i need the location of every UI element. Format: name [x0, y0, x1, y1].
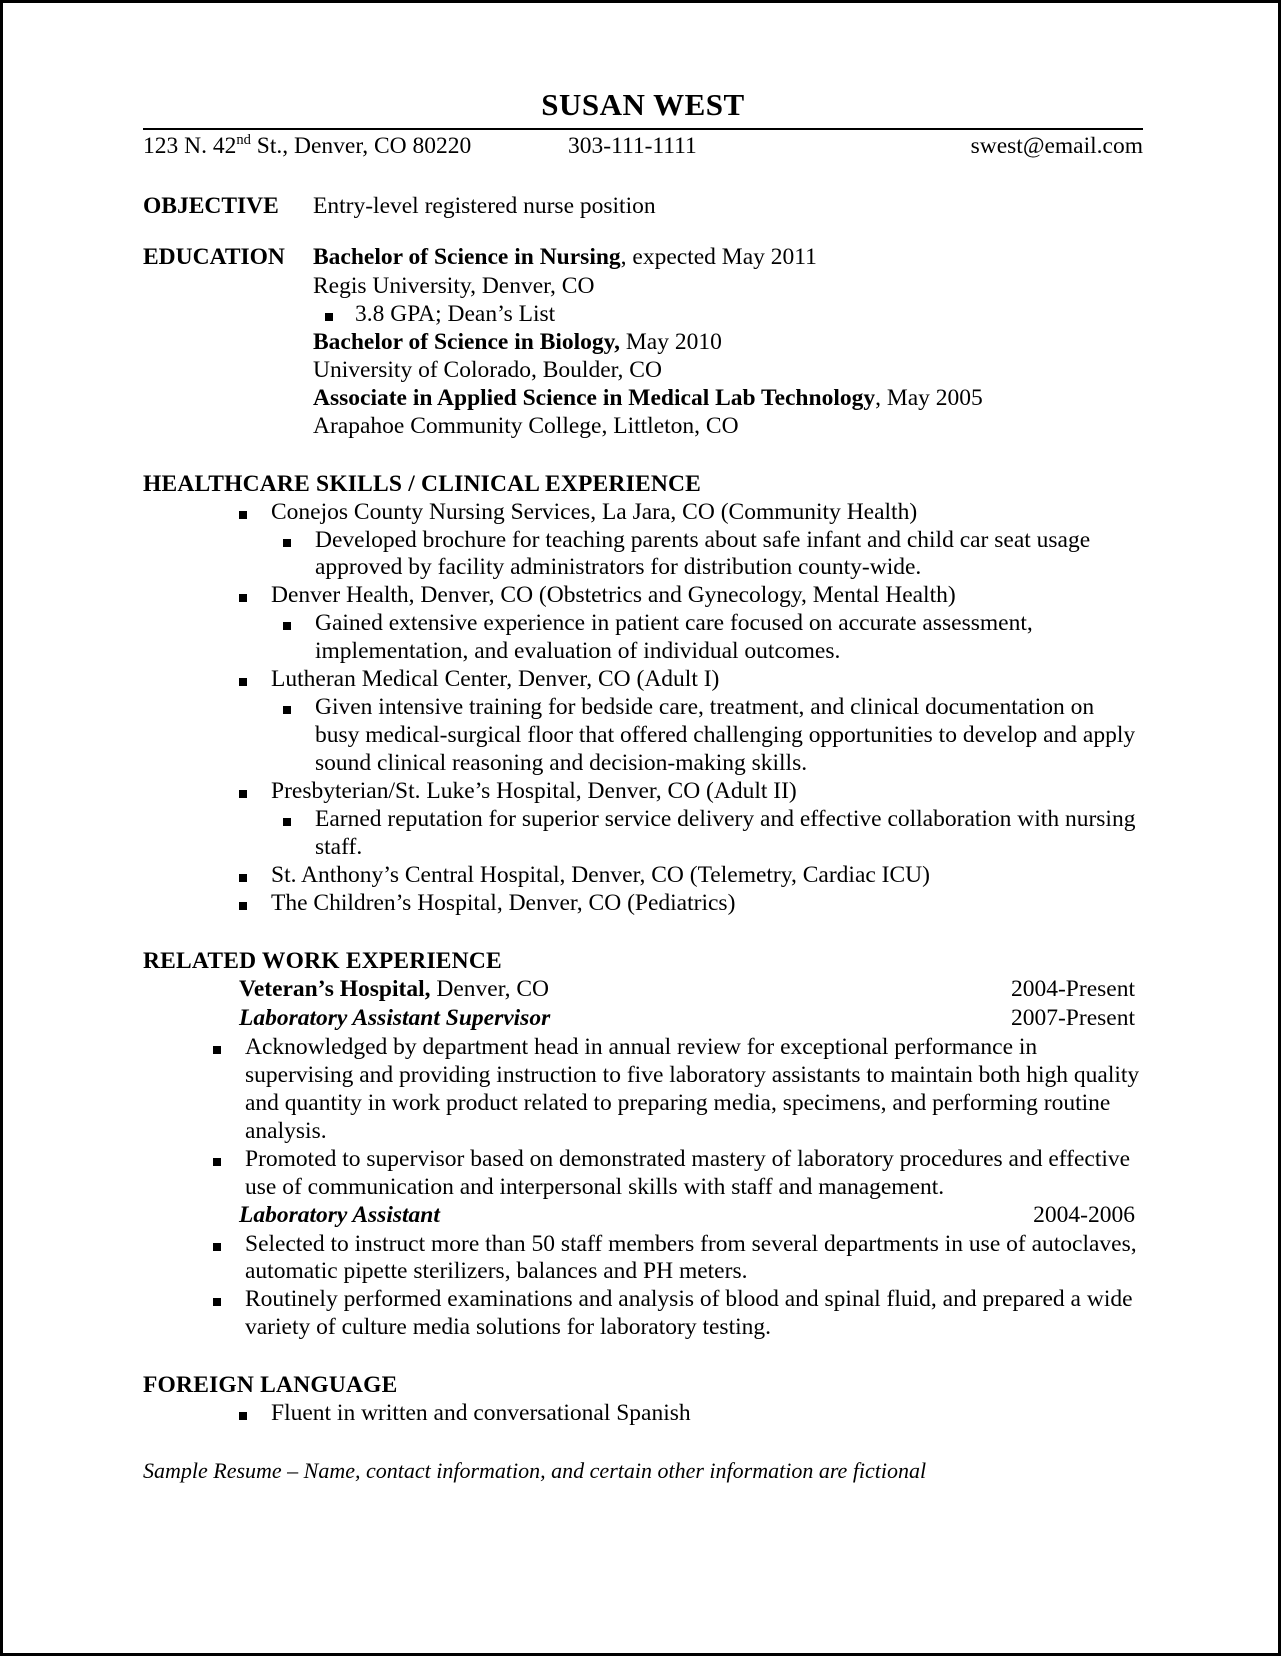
employer-name — [239, 976, 549, 1004]
contact-line — [143, 133, 1143, 163]
degree-date-2: , May 2005 — [875, 384, 983, 411]
education-bullets-0 — [143, 301, 1143, 329]
address-prefix: 123 N. 42 — [143, 132, 237, 159]
role-row-0 — [239, 1005, 1143, 1034]
education-label: EDUCATION — [143, 243, 285, 270]
employer-location: Denver, CO — [430, 975, 549, 1002]
degree-name-2: Associate in Applied Science in Medical Lab Technology — [313, 384, 876, 411]
list-item: Gained extensive experience in patient care focused on accurate assessment, implementation, and evaluation of individual outcomes. — [143, 610, 1143, 666]
list-item: Routinely performed examinations and analysis of blood and spinal fluid, and prepared a wide variety of culture media solutions for laboratory testing. — [143, 1286, 1143, 1342]
objective-text: Entry-level registered nurse position — [313, 192, 656, 219]
education-entry-degree-1 — [313, 329, 1143, 357]
list-item: Promoted to supervisor based on demonstrated mastery of laboratory procedures and effective use of communication and interpersonal skills with staff and management. — [143, 1146, 1143, 1202]
role-bullets-0 — [143, 1034, 1143, 1202]
list-item: Denver Health, Denver, CO (Obstetrics and Gynecology, Mental Health) — [143, 582, 1143, 610]
list-item: Fluent in written and conversational Spanish — [143, 1400, 1143, 1428]
address-ordinal: nd — [236, 132, 251, 149]
list-item: St. Anthony’s Central Hospital, Denver, CO (Telemetry, Cardiac ICU) — [143, 862, 1143, 890]
address-suffix: St., Denver, CO 80220 — [250, 132, 472, 159]
contact-address — [143, 133, 471, 161]
list-item: Earned reputation for superior service delivery and effective collaboration with nursing staff. — [143, 806, 1143, 862]
education-entry-degree-2 — [313, 385, 1143, 413]
contact-phone: 303-111-1111 — [568, 132, 697, 159]
objective-label: OBJECTIVE — [143, 192, 279, 219]
role-dates-0: 2007-Present — [1010, 1004, 1135, 1031]
employer-bold: Veteran’s Hospital, — [239, 975, 431, 1002]
education-entry-degree-0 — [313, 244, 1143, 272]
list-item: The Children’s Hospital, Denver, CO (Pediatrics) — [143, 890, 1143, 918]
list-item: 3.8 GPA; Dean’s List — [143, 301, 1143, 329]
list-item: Conejos County Nursing Services, La Jara, CO (Community Health) — [143, 499, 1143, 527]
contact-email: swest@email.com — [970, 132, 1143, 159]
role-row-1 — [239, 1202, 1143, 1231]
role-title-0: Laboratory Assistant Supervisor — [239, 1004, 551, 1031]
degree-name-0: Bachelor of Science in Nursing — [313, 243, 621, 270]
education-school-0: Regis University, Denver, CO — [313, 272, 595, 299]
employer-row — [239, 976, 1143, 1005]
education-row — [143, 244, 1143, 273]
work-heading: RELATED WORK EXPERIENCE — [143, 947, 502, 974]
degree-date-0: , expected May 2011 — [620, 243, 817, 270]
candidate-name: SUSAN WEST — [541, 87, 745, 122]
list-item: Lutheran Medical Center, Denver, CO (Adult I) — [143, 666, 1143, 694]
role-dates-1: 2004-2006 — [1033, 1201, 1135, 1228]
footer-note: Sample Resume – Name, contact information, and certain other information are fictional — [143, 1458, 927, 1483]
language-heading: FOREIGN LANGUAGE — [143, 1372, 398, 1399]
resume-body — [143, 87, 1143, 1428]
language-list — [143, 1400, 1143, 1428]
employer-dates: 2004-Present — [1010, 975, 1135, 1002]
degree-date-1: May 2010 — [620, 328, 722, 355]
header-divider — [143, 128, 1143, 130]
education-school-1: University of Colorado, Boulder, CO — [313, 356, 662, 383]
education-school-2: Arapahoe Community College, Littleton, CO — [313, 412, 739, 439]
list-item: Selected to instruct more than 50 staff members from several departments in use of autoclaves, automatic pipette sterilizers, balances and PH meters. — [143, 1231, 1143, 1287]
list-item: Presbyterian/St. Luke’s Hospital, Denver, CO (Adult II) — [143, 778, 1143, 806]
list-item: Given intensive training for bedside care, treatment, and clinical documentation on busy medical-surgical floor that offered challenging opportunities to develop and apply sound clinical reasoning and decision-making skills. — [143, 694, 1143, 778]
healthcare-list — [143, 499, 1143, 918]
degree-name-1: Bachelor of Science in Biology, — [313, 328, 621, 355]
role-title-1: Laboratory Assistant — [239, 1201, 440, 1228]
list-item: Developed brochure for teaching parents about safe infant and child car seat usage approved by facility administrators for distribution county-wide. — [143, 527, 1143, 583]
objective-row — [143, 193, 1143, 222]
healthcare-heading: HEALTHCARE SKILLS / CLINICAL EXPERIENCE — [143, 470, 702, 497]
list-item: Acknowledged by department head in annual review for exceptional performance in supervising and providing instruction to five laboratory assistants to maintain both high quality and quantity in work product related to preparing media, specimens, and performing routine analysis. — [143, 1034, 1143, 1146]
role-bullets-1 — [143, 1231, 1143, 1343]
